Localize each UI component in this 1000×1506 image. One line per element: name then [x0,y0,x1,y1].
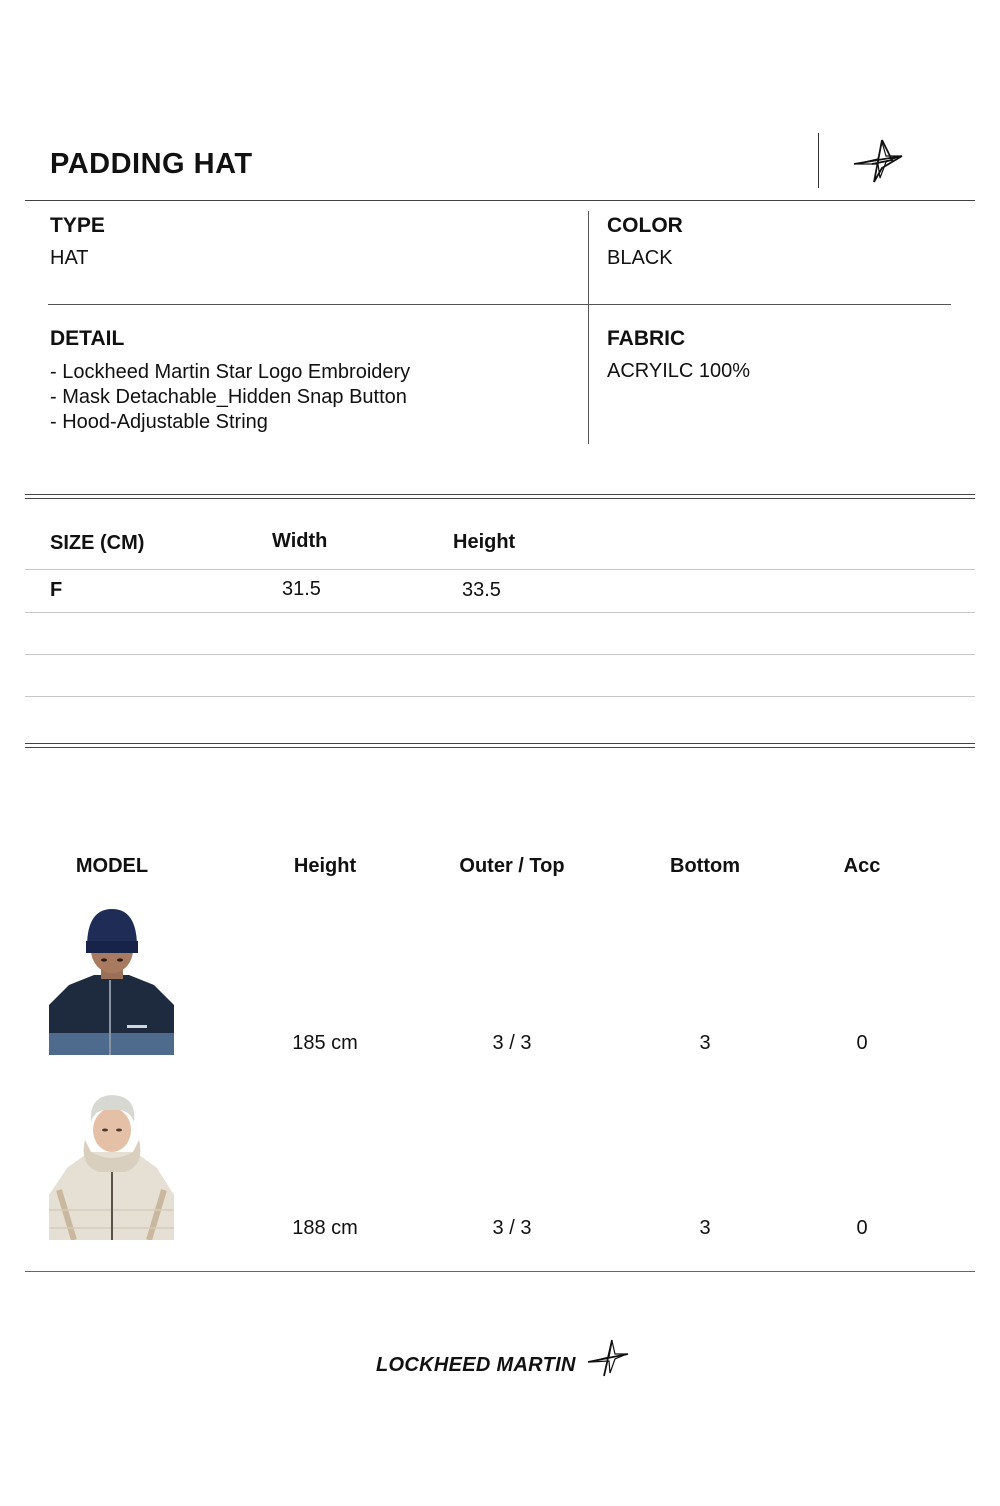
model-photo [49,1090,174,1240]
model-bottom: 3 [699,1032,711,1054]
size-table-rule [25,612,975,613]
star-logo-icon [852,138,906,184]
detail-item: - Mask Detachable_Hidden Snap Button [50,386,407,408]
width-col-header: Width [272,530,328,552]
color-value: BLACK [607,247,673,269]
height-col-header: Height [293,855,357,877]
model-outer-top: 3 / 3 [492,1032,532,1054]
type-value: HAT [50,247,89,269]
size-col-header: SIZE (CM) [50,532,145,554]
size-row-width: 31.5 [282,578,321,600]
header-rule [25,200,975,201]
size-table-rule [25,569,975,570]
size-table-rule [25,654,975,655]
size-table-top-rule [25,494,975,499]
model-height: 185 cm [292,1032,358,1054]
detail-item: - Hood-Adjustable String [50,411,268,433]
detail-label: DETAIL [50,327,125,350]
size-row-height: 33.5 [462,579,501,601]
fabric-label: FABRIC [607,327,686,350]
footer-brand-logo [374,1338,630,1382]
size-row-size: F [50,579,63,601]
page-title: PADDING HAT [50,148,253,180]
type-label: TYPE [50,214,105,237]
acc-col-header: Acc [843,855,881,877]
size-table-bottom-rule [25,743,975,748]
footer-brand-name: LOCKHEED MARTIN [376,1354,576,1376]
info-grid-rule [48,304,951,305]
fabric-value: ACRYILC 100% [607,360,751,382]
model-table-bottom-rule [25,1271,975,1272]
detail-list [50,360,410,435]
bottom-col-header: Bottom [670,855,740,877]
model-bottom: 3 [699,1217,711,1239]
model-photo [49,905,174,1055]
model-acc: 0 [856,1217,868,1239]
info-grid-divider [588,211,589,444]
height-col-header: Height [453,531,516,553]
detail-item: - Lockheed Martin Star Logo Embroidery [50,361,411,383]
size-table-rule [25,696,975,697]
model-acc: 0 [856,1032,868,1054]
header-divider [818,133,819,188]
model-col-header: MODEL [75,855,149,877]
outer-top-col-header: Outer / Top [459,855,565,877]
model-outer-top: 3 / 3 [492,1217,532,1239]
color-label: COLOR [607,214,683,237]
model-height: 188 cm [292,1217,358,1239]
star-logo-icon [586,1338,630,1378]
